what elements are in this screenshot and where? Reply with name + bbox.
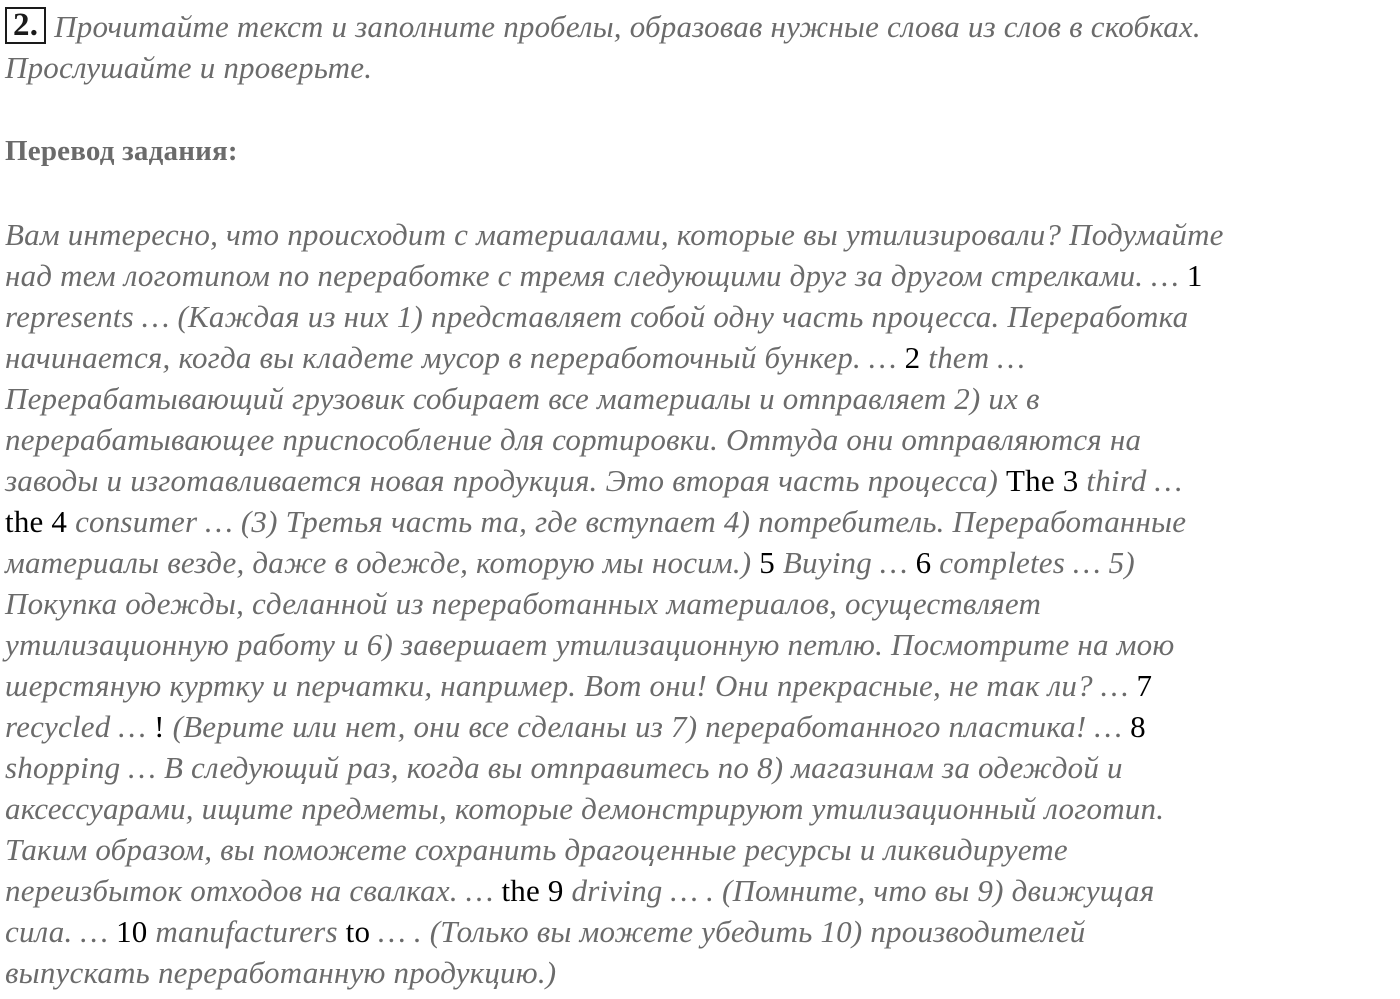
- answer-marker: the 9: [501, 873, 564, 908]
- answer-marker: 7: [1136, 668, 1153, 703]
- translation-line: [5, 665, 1397, 706]
- translation-line: [5, 952, 1397, 993]
- translation-line: [5, 460, 1397, 501]
- translation-text: them …: [920, 340, 1026, 375]
- translation-line: [5, 583, 1397, 624]
- translation-text: third …: [1078, 463, 1183, 498]
- task-instruction: [5, 6, 1397, 47]
- task-instruction-text: Прочитайте текст и заполните пробелы, образовав нужные слова из слов в скобках.: [54, 9, 1201, 44]
- translation-text: (Верите или нет, они все сделаны из 7) переработанного пластика! …: [164, 709, 1131, 744]
- answer-marker: 10: [116, 914, 148, 949]
- translation-line: [5, 378, 1397, 419]
- answer-marker: 5: [759, 545, 775, 580]
- translation-line: [5, 829, 1397, 870]
- translation-text: Перерабатывающий грузовик собирает все материалы и отправляет 2) их в: [5, 381, 1040, 416]
- translation-line: [5, 788, 1397, 829]
- translation-line: [5, 501, 1397, 542]
- translation-text: driving … . (Помните, что вы 9) движущая: [563, 873, 1155, 908]
- translation-text: manufacturers: [147, 914, 346, 949]
- translation-text: … . (Только вы можете убедить 10) производителей: [370, 914, 1086, 949]
- translation-heading: Перевод задания:: [5, 135, 238, 167]
- translation-text: утилизационную работу и 6) завершает утилизационную петлю. Посмотрите на мою: [5, 627, 1175, 662]
- answer-marker: 8: [1130, 709, 1146, 744]
- translation-text: начинается, когда вы кладете мусор в переработочный бункер. …: [5, 340, 905, 375]
- translation-line: [5, 911, 1397, 952]
- answer-marker: the 4: [5, 504, 68, 539]
- translation-line: [5, 706, 1397, 747]
- translation-line: [5, 337, 1397, 378]
- answer-marker: The 3: [1006, 463, 1079, 498]
- translation-line: [5, 296, 1397, 337]
- translation-text: материалы везде, даже в одежде, которую мы носим.): [5, 545, 760, 580]
- translation-text: consumer … (3) Третья часть та, где вступает 4) потребитель. Переработанные: [67, 504, 1187, 539]
- answer-marker: !: [154, 709, 165, 744]
- translation-text: выпускать переработанную продукцию.): [5, 955, 557, 990]
- translation-line: [5, 747, 1397, 788]
- translation-text: переизбыток отходов на свалках. …: [5, 873, 502, 908]
- task-instruction-continued: Прослушайте и проверьте.: [5, 50, 373, 85]
- answer-marker: to: [345, 914, 371, 949]
- translation-text: represents … (Каждая из них 1) представляет собой одну часть процесса. Переработка: [5, 299, 1189, 334]
- translation-line: [5, 542, 1397, 583]
- translation-text: Вам интересно, что происходит с материалами, которые вы утилизировали? Подумайте: [5, 217, 1224, 252]
- answer-marker: 1: [1186, 258, 1203, 293]
- translation-text: над тем логотипом по переработке с тремя следующими друг за другом стрелками. …: [5, 258, 1187, 293]
- translation-text: заводы и изготавливается новая продукция. Это вторая часть процесса): [5, 463, 1007, 498]
- translation-paragraph: [5, 214, 1397, 993]
- task-number: 2.: [5, 7, 46, 44]
- translation-text: Таким образом, вы поможете сохранить драгоценные ресурсы и ликвидируете: [5, 832, 1068, 867]
- translation-text: shopping … В следующий раз, когда вы отправитесь по 8) магазинам за одеждой и: [5, 750, 1123, 785]
- translation-line: [5, 870, 1397, 911]
- translation-text: Покупка одежды, сделанной из переработанных материалов, осуществляет: [5, 586, 1042, 621]
- document-page: [5, 6, 1397, 993]
- translation-text: аксессуарами, ищите предметы, которые демонстрируют утилизационный логотип.: [5, 791, 1165, 826]
- translation-text: шерстяную куртку и перчатки, например. Вот они! Они прекрасные, не так ли? …: [5, 668, 1137, 703]
- translation-text: Buying …: [774, 545, 916, 580]
- translation-text: recycled …: [5, 709, 155, 744]
- translation-line: [5, 255, 1397, 296]
- translation-line: [5, 624, 1397, 665]
- translation-line: [5, 419, 1397, 460]
- answer-marker: 2: [904, 340, 921, 375]
- translation-text: completes … 5): [931, 545, 1135, 580]
- translation-text: перерабатывающее приспособление для сортировки. Оттуда они отправляются на: [5, 422, 1142, 457]
- translation-line: [5, 214, 1397, 255]
- translation-text: сила. …: [5, 914, 117, 949]
- answer-marker: 6: [915, 545, 932, 580]
